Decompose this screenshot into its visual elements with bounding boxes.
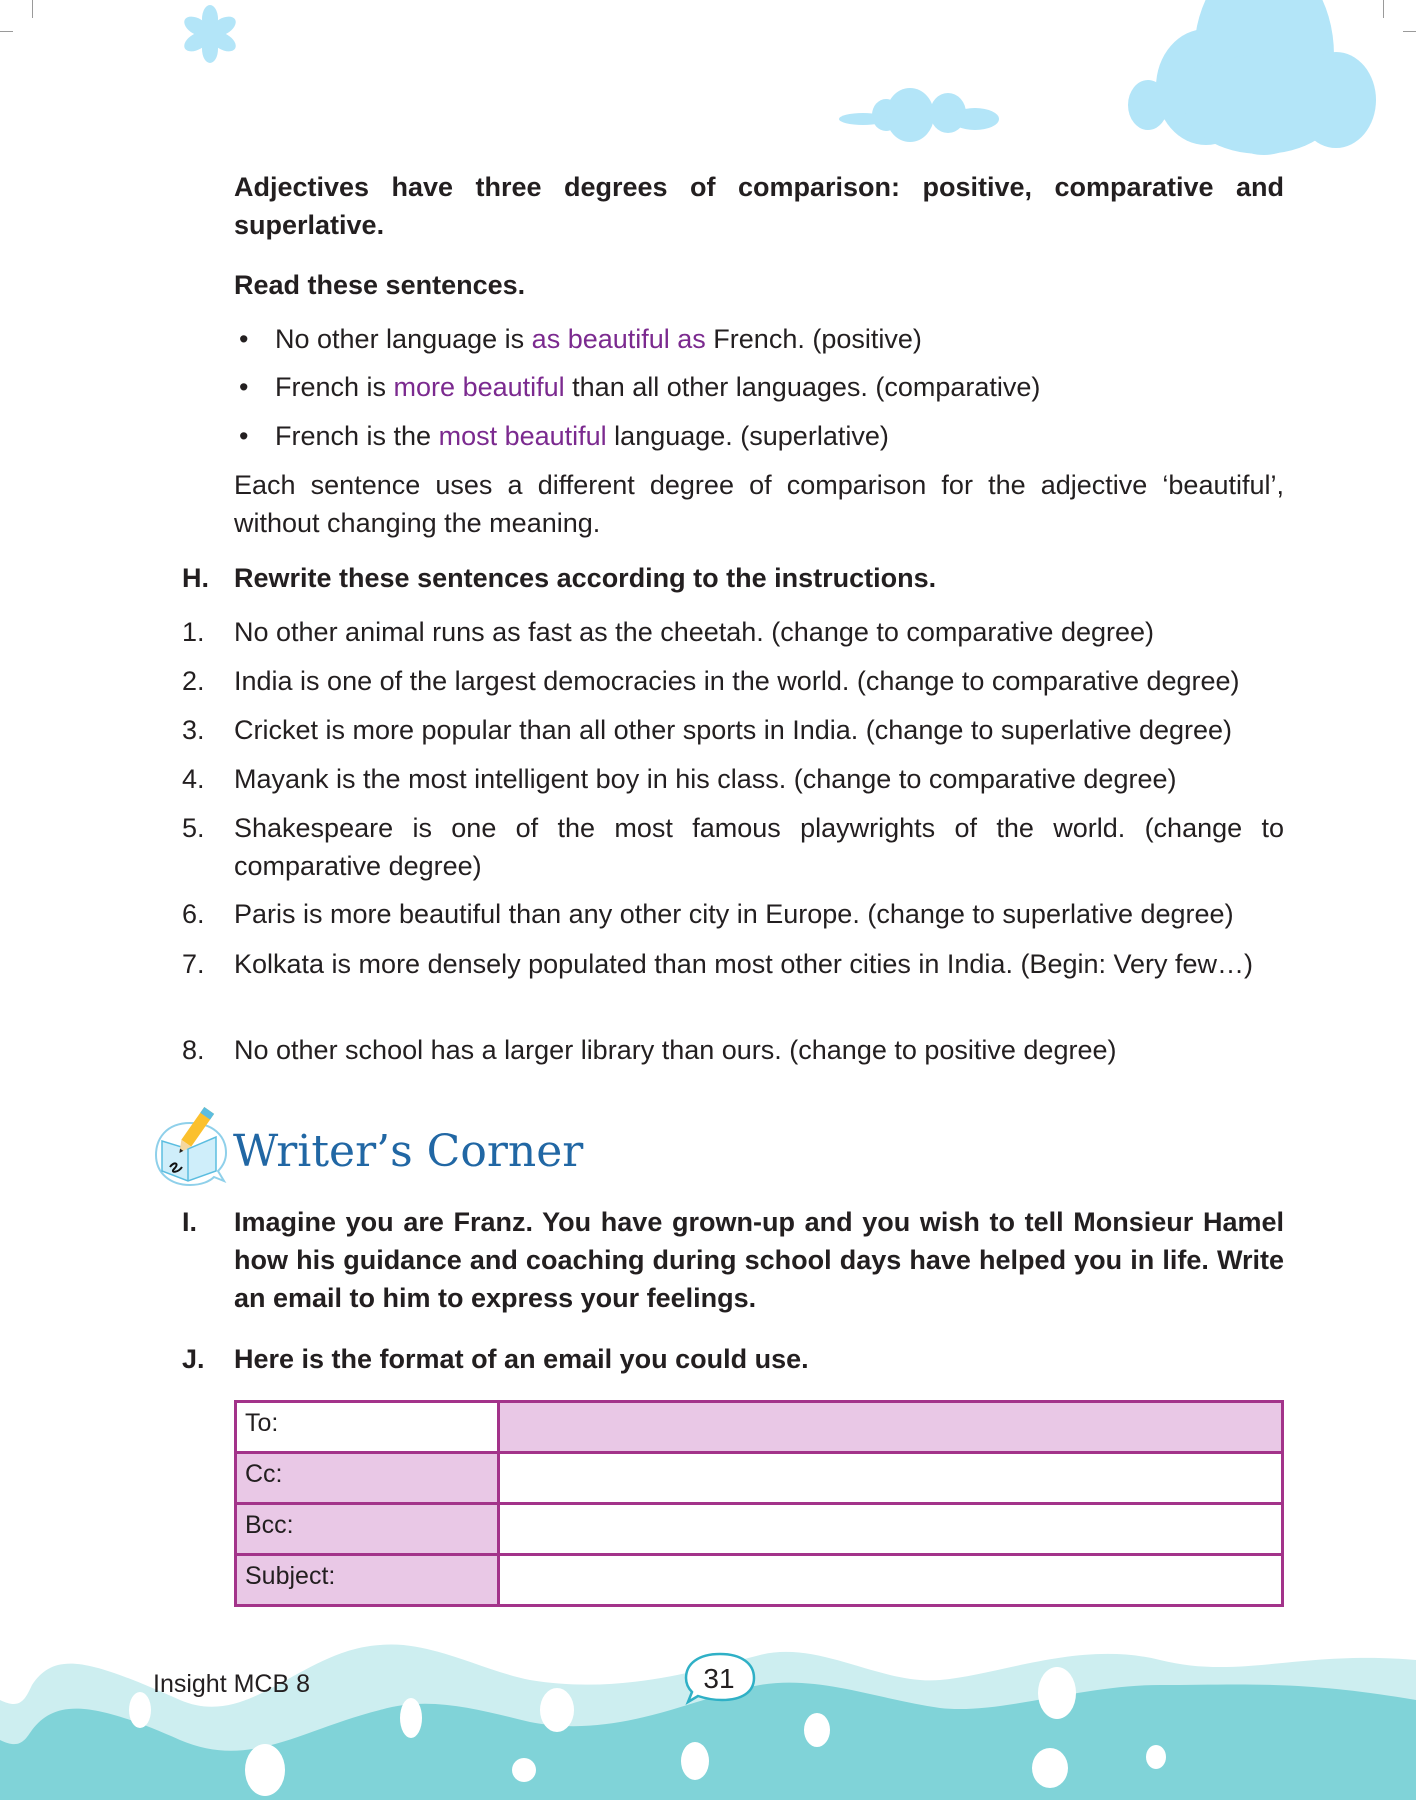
pencil-notebook-icon: [152, 1105, 228, 1189]
bcc-label: Bcc:: [236, 1504, 499, 1555]
bullet-icon: •: [239, 324, 249, 354]
highlight-phrase: more beautiful: [393, 372, 565, 402]
email-format-table: [234, 1400, 1284, 1607]
bullet-icon: •: [239, 372, 249, 402]
question-item: 3. Cricket is more popular than all other sports in India. (change to superlative degree): [182, 715, 1233, 745]
flower-icon: [170, 4, 250, 64]
page-number: 31: [703, 1663, 735, 1694]
crop-mark: [1403, 31, 1416, 32]
to-field[interactable]: [499, 1402, 1283, 1453]
email-row-to: [236, 1402, 1283, 1453]
question-item: 6. Paris is more beautiful than any other city in Europe. (change to superlative degree): [182, 899, 1234, 929]
section-label: J.: [182, 1344, 205, 1374]
writers-corner-title: Writer’s Corner: [233, 1126, 584, 1177]
bcc-field[interactable]: [499, 1504, 1283, 1555]
question-item: 4. Mayank is the most intelligent boy in his class. (change to comparative degree): [182, 764, 1177, 794]
question-item: 1. No other animal runs as fast as the cheetah. (change to comparative degree): [182, 617, 1155, 647]
small-cloud-icon: [838, 88, 1008, 152]
section-instruction: Rewrite these sentences according to the instructions.: [234, 563, 937, 593]
subject-label: Subject:: [236, 1555, 499, 1606]
highlight-phrase: as beautiful as: [531, 324, 706, 354]
question-item: 2. India is one of the largest democracies in the world. (change to comparative degree): [182, 666, 1240, 696]
section-h-heading: [182, 559, 1284, 597]
cc-field[interactable]: [499, 1453, 1283, 1504]
cc-label: Cc:: [236, 1453, 499, 1504]
highlight-phrase: most beautiful: [438, 421, 607, 451]
section-i-prompt: I. Imagine you are Franz. You have grown-up and you wish to tell Monsieur Hamel how his guidance and coaching during school days have helped you in life. Write an email to him to express your feelings.: [182, 1203, 1284, 1317]
section-label: H.: [182, 563, 209, 593]
question-item: 7. Kolkata is more densely populated than most other cities in India. (Begin: Very few…): [182, 949, 1254, 979]
section-label: I.: [182, 1207, 198, 1237]
read-prompt: Read these sentences.: [234, 270, 526, 300]
email-row-cc: [236, 1453, 1283, 1504]
definition-text: Adjectives have three degrees of comparison: positive, comparative and superlative.: [234, 172, 1284, 240]
subject-field[interactable]: [499, 1555, 1283, 1606]
section-j-prompt: J. Here is the format of an email you could use.: [182, 1340, 1284, 1378]
explanation-text: Each sentence uses a different degree of comparison for the adjective ‘beautiful’, without changing the meaning.: [234, 470, 1284, 538]
crop-mark: [0, 31, 13, 32]
to-label: To:: [236, 1402, 499, 1453]
large-cloud-icon: [1112, 0, 1392, 160]
bullet-icon: •: [239, 421, 249, 451]
question-item: 8. No other school has a larger library than ours. (change to positive degree): [182, 1035, 1117, 1065]
book-title: Insight MCB 8: [153, 1670, 311, 1698]
crop-mark: [32, 0, 33, 18]
email-row-bcc: [236, 1504, 1283, 1555]
question-item: 5. Shakespeare is one of the most famous playwrights of the world. (change to comparative degree): [182, 813, 1284, 881]
email-row-subject: [236, 1555, 1283, 1606]
